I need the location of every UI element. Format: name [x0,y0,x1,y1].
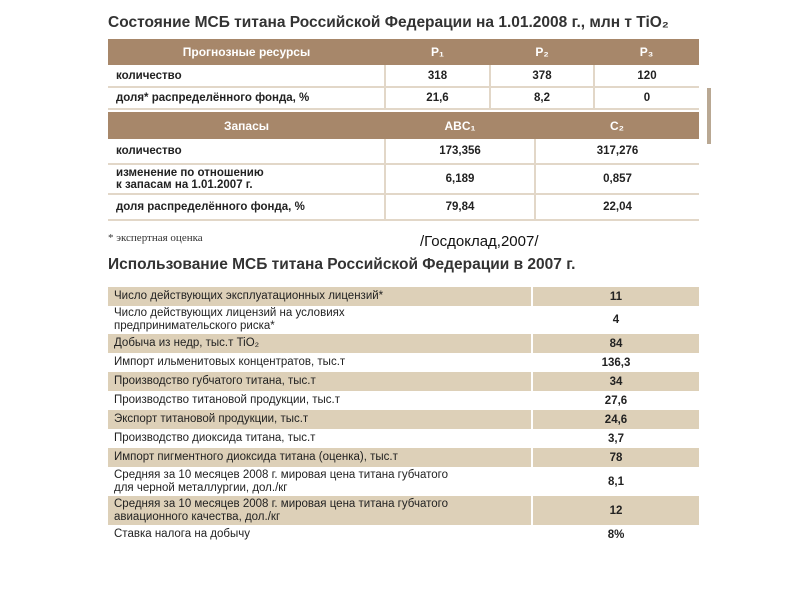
cell-value: 0 [594,87,699,109]
cell-value: 136,3 [532,353,699,372]
header-p3: P₃ [594,39,699,65]
table-row [108,306,699,334]
row-label: Производство губчатого титана, тыс.т [108,372,532,391]
table-row [108,467,699,496]
row-label: Импорт пигментного диоксида титана (оценка), тыс.т [108,448,532,467]
header-p2: P₂ [490,39,594,65]
header-reserves: Запасы [108,112,385,139]
row-label: Экспорт титановой продукции, тыс.т [108,410,532,429]
header-forecast-resources: Прогнозные ресурсы [108,39,385,65]
cell-value: 84 [532,334,699,353]
table-row [108,372,699,391]
cell-value: 78 [532,448,699,467]
cell-value: 0,857 [535,164,699,194]
header-p1: P₁ [385,39,490,65]
row-label: Ставка налога на добычу [108,525,532,544]
row-label: Число действующих лицензий на условиях предпринимательского риска* [108,306,532,334]
row-label: Добыча из недр, тыс.т TiO₂ [108,334,532,353]
row-label: Средняя за 10 месяцев 2008 г. мировая цена титана губчатого авиационного качества, дол./кг [108,496,532,525]
cell-value: 8% [532,525,699,544]
cell-value: 173,356 [385,139,535,164]
forecast-resources-table [108,39,699,110]
header-abc1: ABC₁ [385,112,535,139]
cell-value: 34 [532,372,699,391]
usage-table [108,287,699,544]
cell-value: 24,6 [532,410,699,429]
table-row [108,334,699,353]
cell-value: 6,189 [385,164,535,194]
side-decoration [707,88,711,144]
cell-value: 8,1 [532,467,699,496]
reserves-table [108,112,699,221]
cell-value: 22,04 [535,194,699,220]
table-row [108,525,699,544]
cell-value: 27,6 [532,391,699,410]
footnote: * экспертная оценка [108,232,203,244]
table-row [108,496,699,525]
row-label: Средняя за 10 месяцев 2008 г. мировая цена титана губчатого для черной металлургии, дол./кг [108,467,532,496]
cell-value: 11 [532,287,699,306]
table-row [108,287,699,306]
cell-value: 3,7 [532,429,699,448]
resources-title: Состояние МСБ титана Российской Федерации на 1.01.2008 г., млн т TiO₂ [108,14,669,31]
row-label: Число действующих эксплуатационных лицензий* [108,287,532,306]
cell-value: 4 [532,306,699,334]
cell-value: 378 [490,65,594,87]
cell-value: 79,84 [385,194,535,220]
table-row [108,448,699,467]
row-label: Производство титановой продукции, тыс.т [108,391,532,410]
table-row [108,410,699,429]
table-row [108,391,699,410]
usage-title: Использование МСБ титана Российской Федерации в 2007 г. [108,256,576,273]
cell-value: 317,276 [535,139,699,164]
row-label: количество [108,65,385,87]
row-label: Импорт ильменитовых концентратов, тыс.т [108,353,532,372]
row-label: Производство диоксида титана, тыс.т [108,429,532,448]
source-citation: /Госдоклад,2007/ [420,233,539,250]
cell-value: 8,2 [490,87,594,109]
row-label: изменение по отношению к запасам на 1.01.2007 г. [108,164,385,194]
row-label: доля распределённого фонда, % [108,194,385,220]
row-label: доля* распределённого фонда, % [108,87,385,109]
cell-value: 21,6 [385,87,490,109]
table-row [108,429,699,448]
cell-value: 12 [532,496,699,525]
cell-value: 120 [594,65,699,87]
cell-value: 318 [385,65,490,87]
table-row [108,353,699,372]
header-c2: C₂ [535,112,699,139]
row-label: количество [108,139,385,164]
